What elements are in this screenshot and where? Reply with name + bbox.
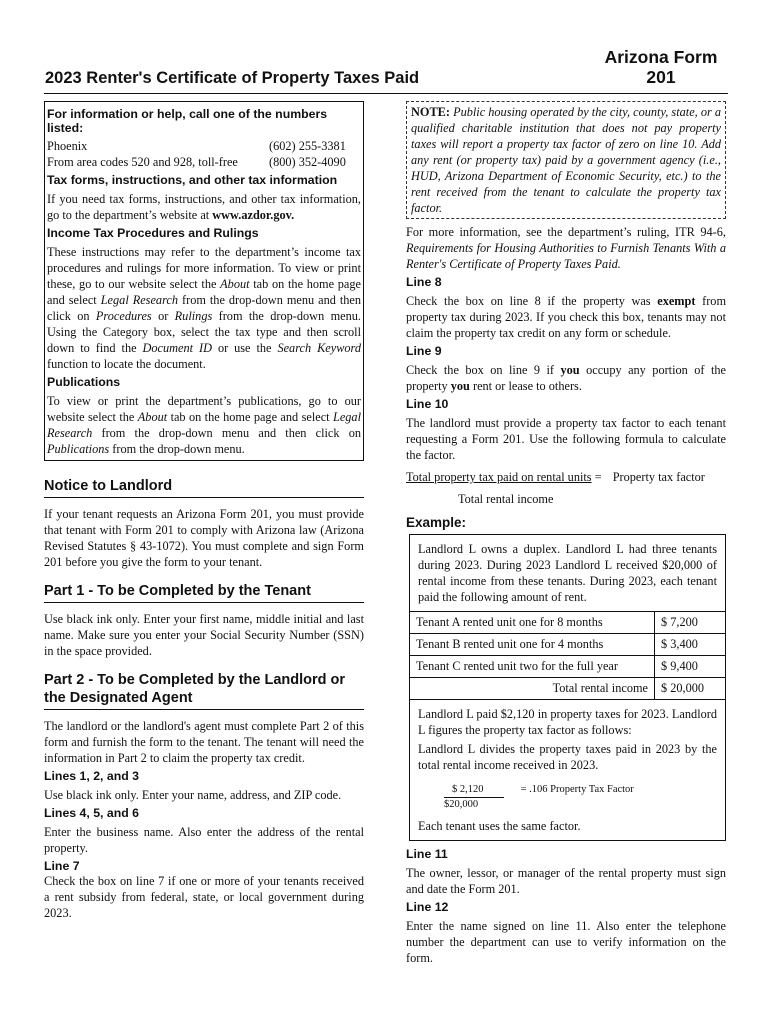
calc-numerator: $ 2,120 <box>444 783 504 798</box>
right-column <box>406 101 726 969</box>
example-heading: Example: <box>406 515 467 530</box>
line9-text: Check the box on line 9 if you occupy any portion of the property you rent or lease to others. <box>406 363 726 393</box>
line8-heading: Line 8 <box>406 275 442 289</box>
procedures-text: These instructions may refer to the department’s income tax procedures and rulings for more information. To view or print these, go to our website select the About tab on the home page and select Legal Research from the drop-down menu and then click on Procedures or Rulings from the drop-down menu. Using the Category box, select the tax type and then scroll down to find the Document ID or use the Search Keyword function to locate the document. <box>47 245 362 371</box>
phone-number: (602) 255-3381 <box>269 139 346 153</box>
calc-formula <box>444 783 717 812</box>
lines456-text: Enter the business name. Also enter the address of the rental property. <box>44 825 364 855</box>
example-calc <box>410 699 725 840</box>
note-box <box>406 101 726 219</box>
formula-equals: = <box>594 470 602 484</box>
part2-text: The landlord or the landlord's agent must complete Part 2 of this form and furnish the form to the tenant. The tenant will need the information in Part 2 to claim the property tax credit. <box>44 719 364 765</box>
procedures-heading: Income Tax Procedures and Rulings <box>47 226 259 240</box>
line9-heading: Line 9 <box>406 344 442 358</box>
tenant-label: Tenant B rented unit one for 4 months <box>410 634 655 656</box>
contact-heading: For information or help, call one of the numbers listed: <box>47 107 328 135</box>
part1-heading: Part 1 - To be Completed by the Tenant <box>44 582 364 603</box>
total-row <box>410 678 725 700</box>
divides-text: Landlord L divides the property taxes paid in 2023 by the total rental income received in 2023. <box>418 742 717 772</box>
calc-denominator: $20,000 <box>444 799 479 810</box>
rent-table <box>410 611 725 699</box>
form-number-line2: 201 <box>646 67 676 87</box>
paid-text: Landlord L paid $2,120 in property taxes for 2023. Landlord L figures the property tax factor as follows: <box>418 707 717 737</box>
formula-result: Property tax factor <box>612 470 705 484</box>
page-title: 2023 Renter's Certificate of Property Taxes Paid <box>45 69 420 87</box>
left-column <box>44 101 364 924</box>
phone-label: Phoenix <box>47 139 88 153</box>
title-divider <box>44 93 728 94</box>
total-label: Total rental income <box>410 678 655 700</box>
lines123-text: Use black ink only. Enter your name, address, and ZIP code. <box>44 788 342 802</box>
line7-heading: Line 7 <box>44 859 80 873</box>
line11-heading: Line 11 <box>406 847 448 861</box>
lines456-heading: Lines 4, 5, and 6 <box>44 806 139 820</box>
line12-heading: Line 12 <box>406 900 449 914</box>
contact-box <box>44 101 364 461</box>
line12-text: Enter the name signed on line 11. Also enter the telephone number the department can use to verify information on the form. <box>406 919 726 965</box>
ruling-text: For more information, see the department’s ruling, ITR 94-6, Requirements for Housing Authorities to Furnish Tenants With a Renter's Certificate of Property Taxes Paid. <box>406 225 726 271</box>
publications-heading: Publications <box>47 375 121 389</box>
note-text: Public housing operated by the city, county, state, or a qualified charitable institution that does not pay property taxes will report a property tax factor of zero on line 10. Add any rent (or property tax) paid by a government agency (i.e., HUD, Arizona Department of Economic Security, etc.) to the rent received from the tenant to calculate the property tax factor. <box>411 105 721 215</box>
phone-row-phoenix <box>47 139 361 155</box>
same-factor-text: Each tenant uses the same factor. <box>418 819 581 833</box>
formula <box>406 469 726 507</box>
table-row <box>410 612 725 634</box>
total-amount: $ 20,000 <box>655 678 726 700</box>
tenant-label: Tenant A rented unit one for 8 months <box>410 612 655 634</box>
part2-heading: Part 2 - To be Completed by the Landlord or the Designated Agent <box>44 671 364 710</box>
example-box <box>409 534 726 841</box>
line7-text: Check the box on line 7 if one or more of your tenants received a rent subsidy from federal, state, or local government during 2023. <box>44 874 364 920</box>
tenant-label: Tenant C rented unit two for the full year <box>410 656 655 678</box>
phone-number: (800) 352-4090 <box>269 154 346 169</box>
notice-text: If your tenant requests an Arizona Form 201, you must provide that tenant with Form 201 to comply with Arizona law (Arizona Revised Statutes § 43-1072). You must complete and sign Form 201 before you give the form to your tenant. <box>44 507 364 569</box>
table-row <box>410 656 725 678</box>
ruling-title: Requirements for Housing Authorities to Furnish Tenants With a Renter's Certificate of Property Taxes Paid. <box>406 241 726 271</box>
tenant-amount: $ 9,400 <box>655 656 726 678</box>
website-link[interactable]: www.azdor.gov. <box>212 208 295 222</box>
line10-text: The landlord must provide a property tax factor to each tenant requesting a Form 201. Use the following formula to calculate the factor. <box>406 416 726 462</box>
line8-text: Check the box on line 8 if the property was exempt from property tax during 2023. If you check this box, tenants may not claim the property tax credit on any form or schedule. <box>406 294 727 340</box>
note-label: NOTE: <box>411 105 450 119</box>
tenant-amount: $ 3,400 <box>655 634 726 656</box>
tax-forms-heading: Tax forms, instructions, and other tax information <box>47 173 338 187</box>
phone-row-tollfree <box>47 155 361 171</box>
calc-result: = .106 Property Tax Factor <box>520 784 634 795</box>
part1-text: Use black ink only. Enter your first name, middle initial and last name. Make sure you enter your Social Security Number (SSN) in the space provided. <box>44 612 364 658</box>
formula-denominator: Total rental income <box>458 492 554 506</box>
lines123-heading: Lines 1, 2, and 3 <box>44 769 139 783</box>
line11-text: The owner, lessor, or manager of the rental property must sign and date the Form 201. <box>406 866 726 896</box>
notice-heading: Notice to Landlord <box>44 477 364 498</box>
phone-label: From area codes 520 and 928, toll-free <box>47 154 238 169</box>
form-number-line1: Arizona Form <box>604 47 718 67</box>
tenant-amount: $ 7,200 <box>655 612 726 634</box>
form-number <box>604 47 718 87</box>
example-intro: Landlord L owns a duplex. Landlord L had three tenants during 2023. During 2023 Landlord L received $20,000 of rental income from these tenants. During 2023, each tenant paid the following amount of rent. <box>418 542 717 604</box>
formula-numerator: Total property tax paid on rental units <box>406 470 592 484</box>
publications-text: To view or print the department’s publications, go to our website select the About tab on the home page and select Legal Research from the drop-down menu and then click on Publications from the drop-down menu. <box>47 394 361 456</box>
tax-forms-text: If you need tax forms, instructions, and other tax information, go to the department’s website at www.azdor.gov. <box>47 192 361 222</box>
line10-heading: Line 10 <box>406 397 449 411</box>
table-row <box>410 634 725 656</box>
